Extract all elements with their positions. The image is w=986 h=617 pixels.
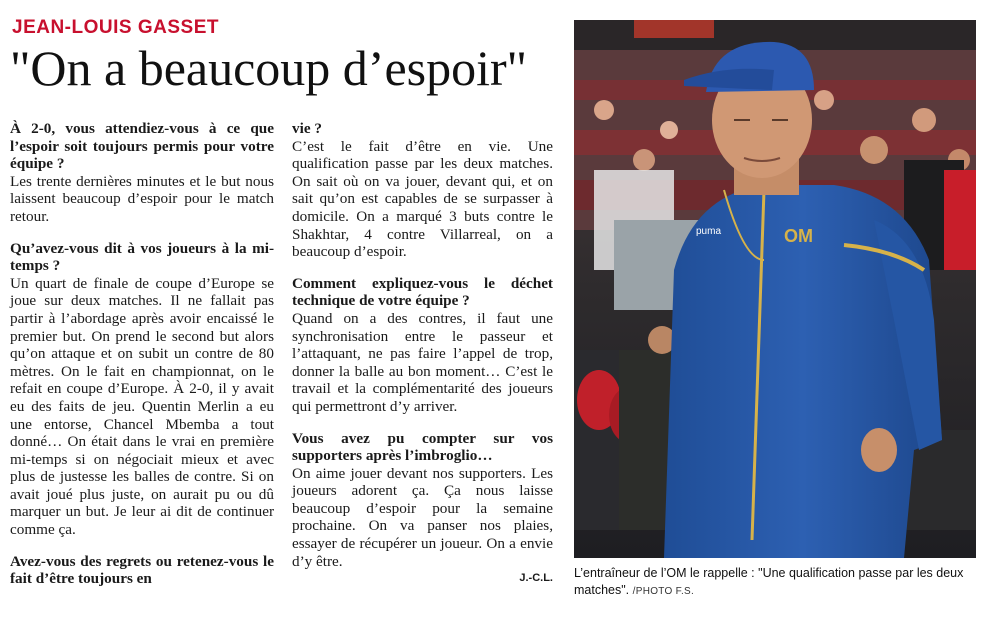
article-column-1 <box>10 120 274 588</box>
article-kicker: JEAN-LOUIS GASSET <box>12 17 219 38</box>
caption-text: L’entraîneur de l’OM le rappelle : "Une qualification passe par les deux matches". <box>574 566 964 597</box>
author-signature: J.-C.L. <box>519 572 553 585</box>
coach-photo <box>574 20 976 558</box>
question-5: Vous avez pu compter sur vos supporters après l’imbroglio… <box>292 429 553 465</box>
photo-caption <box>574 565 976 600</box>
photo-credit: /PHOTO F.S. <box>632 586 695 597</box>
answer-5: On aime jouer devant nos supporters. Les joueurs adorent ça. Ça nous laisse beaucoup d’espoir pour la semaine prochaine. On va panser nos plaies, essayer de récupérer un joueur. On a envie d’y être. <box>292 464 553 570</box>
question-1: À 2-0, vous attendiez-vous à ce que l’espoir soit toujours permis pour votre équipe ? <box>10 120 274 173</box>
answer-3: C’est le fait d’être en vie. Une qualification passe par les deux matches. On sait où on va jouer, devant qui, et on sait qu’on est capables de se surpasser à domicile. On a marqué 3 buts contre le Shakhtar, 4 contre Villarreal, on a beaucoup d’espoir. <box>292 137 553 261</box>
puma-logo: puma <box>696 226 722 237</box>
article-column-2 <box>292 120 553 588</box>
question-3-start: Avez-vous des regrets ou retenez-vous le fait d’être toujours en <box>10 552 274 588</box>
answer-4: Quand on a des contres, il faut une synchronisation entre le passeur et l’attaquant, ne pas faire l’appel de trop, donner la balle au bon moment… C’est le travail et la complémentarité des joueurs qui permettront d’y arriver. <box>292 309 553 415</box>
om-badge: OM <box>784 226 813 246</box>
answer-1: Les trente dernières minutes et le but nous laissent beaucoup d’espoir pour le match retour. <box>10 172 274 225</box>
question-4: Comment expliquez-vous le déchet technique de votre équipe ? <box>292 274 553 310</box>
coach-photo-illustration <box>574 20 976 558</box>
question-2: Qu’avez-vous dit à vos joueurs à la mi-temps ? <box>10 239 274 275</box>
article-headline: "On a beaucoup d’espoir" <box>10 40 528 96</box>
answer-2: Un quart de finale de coupe d’Europe se joue sur deux matches. Il ne fallait pas partir à l’abordage après avoir encaissé le premier but. On prend le second but alors qu’on attaque et on subit un contre de 80 mètres. On le fait en championnat, on le refait en coupe d’Europe. À 2-0, il y avait eu des faits de jeu. Quentin Merlin a eu une entorse, Chancel Mbemba a tout donné… On était dans le vrai en première mi-temps si on négociait mieux et avec plus de justesse les balles de contre. Si on avait joué plus juste, on aurait pu ou dû marquer un but. Je leur ai dit de continuer comme ça. <box>10 274 274 539</box>
question-3-end: vie ? <box>292 120 322 137</box>
